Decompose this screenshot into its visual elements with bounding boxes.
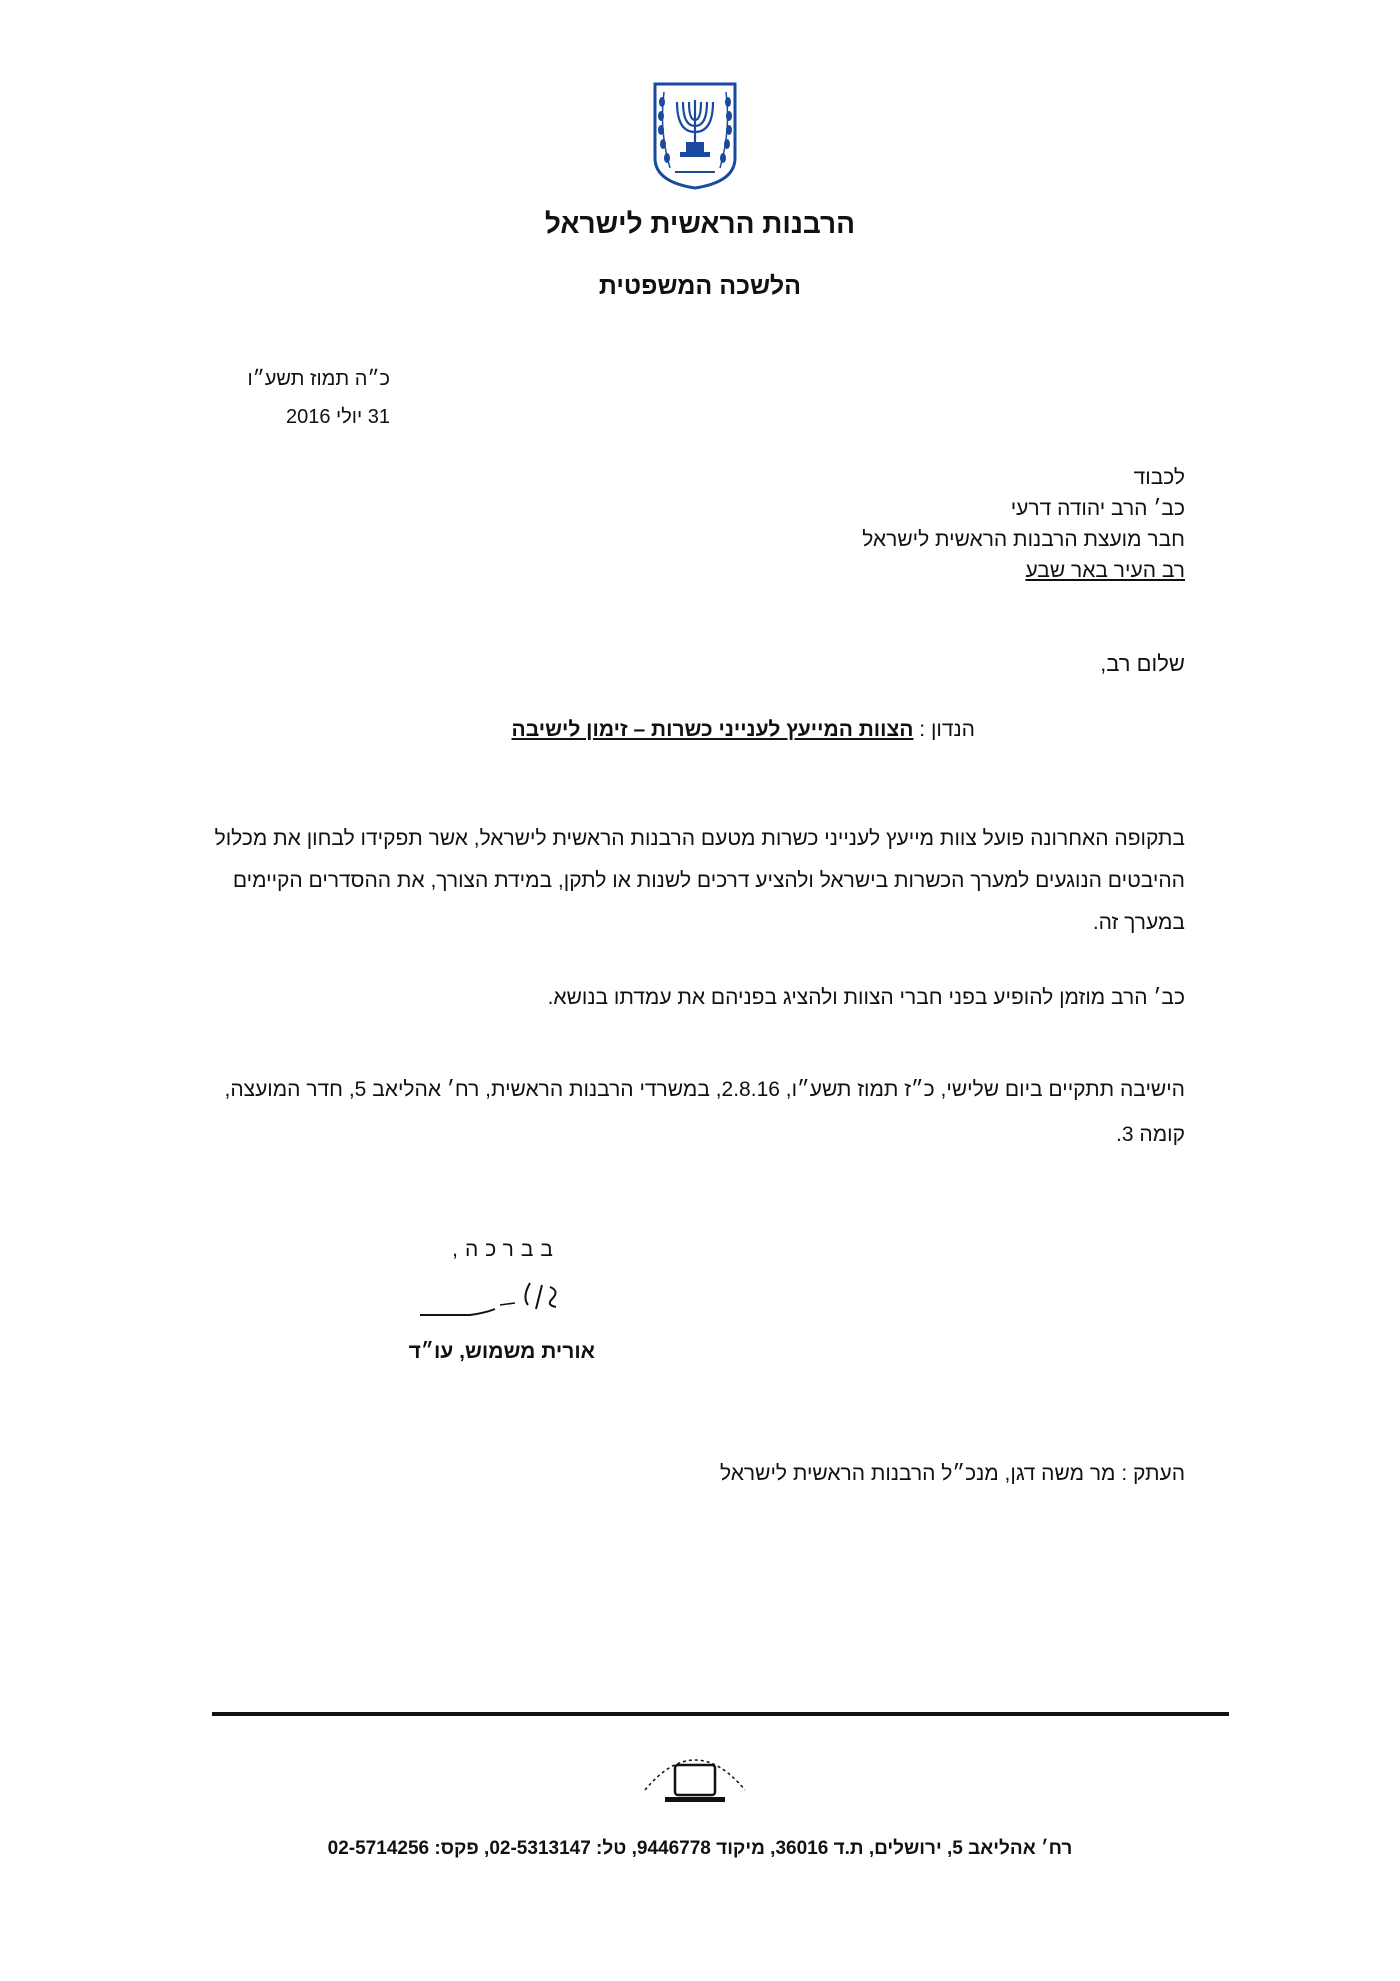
footer-divider (212, 1712, 1229, 1716)
handwritten-signature (410, 1275, 590, 1335)
body-paragraph-1: בתקופה האחרונה פועל צוות מייעץ לענייני כשרות מטעם הרבנות הראשית לישראל, אשר תפקידו לבחון את מכלול ההיבטים הנוגעים למערך הכשרות בישראל ולהציע דרכים לשנות או לתקן, במידת הצורך, את ההסדרים הקיימים במערך זה. (214, 827, 1185, 934)
greeting: שלום רב, (1100, 651, 1185, 676)
addressee-line-2: כב׳ הרב יהודה דרעי (1010, 497, 1185, 520)
addressee-line-3: חבר מועצת הרבנות הראשית לישראל (862, 528, 1185, 551)
closing: בברכה, (452, 1238, 560, 1261)
body-paragraph-3: הישיבה תתקיים ביום שלישי, כ״ז תמוז תשע״ו, 2.8.16, במשרדי הרבנות הראשית, רח׳ אהליאב 5, חדר המועצה, קומה 3. (224, 1078, 1185, 1146)
department-subtitle: הלשכה המשפטית (598, 272, 802, 300)
state-emblem-menorah-icon (650, 80, 740, 190)
page-title: הרבנות הראשית לישראל (544, 208, 856, 239)
date-block (200, 360, 390, 436)
cc-line: העתק : מר משה דגן, מנכ״ל הרבנות הראשית לישראל (720, 1462, 1185, 1485)
hebrew-date: כ״ה תמוז תשע״ו (247, 368, 390, 390)
accessibility-logo-icon (630, 1735, 760, 1820)
subject-title: הצוות המייעץ לענייני כשרות – זימון לישיבה (511, 718, 914, 741)
body-paragraph-2: כב׳ הרב מוזמן להופיע בפני חברי הצוות ולהציג בפניהם את עמדתו בנושא. (547, 986, 1185, 1009)
addressee-line-1: לכבוד (1133, 466, 1185, 489)
footer-address: רח׳ אהליאב 5, ירושלים, ת.ד 36016, מיקוד 9446778, טל: 02-5313147, פקס: 02-5714256 (327, 1838, 1073, 1859)
subject-line (512, 718, 975, 742)
addressee-line-4: רב העיר באר שבע (1025, 559, 1185, 582)
addressee-block (485, 462, 1185, 586)
gregorian-date: 31 יולי 2016 (285, 406, 390, 428)
signer-name: אורית משמוש, עו״ד (408, 1340, 595, 1363)
subject-label: הנדון : (919, 718, 975, 741)
